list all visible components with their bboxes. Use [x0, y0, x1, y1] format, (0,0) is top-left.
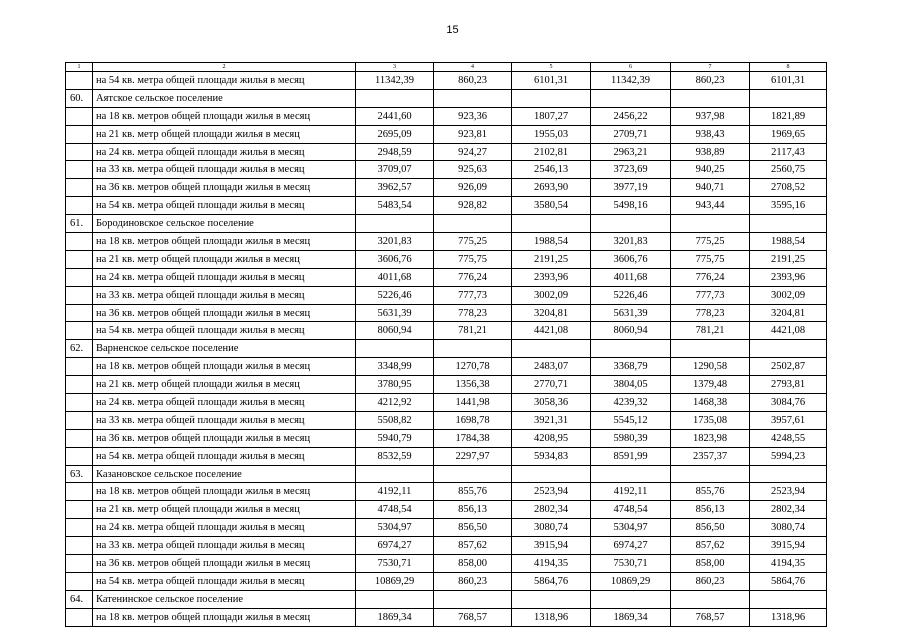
empty-cell	[66, 107, 93, 125]
value-cell: 8060,94	[356, 322, 434, 340]
table-row	[66, 304, 827, 322]
value-cell: 1698,78	[434, 411, 512, 429]
value-cell: 5508,82	[356, 411, 434, 429]
value-cell: 5226,46	[356, 286, 434, 304]
empty-cell	[66, 537, 93, 555]
table-row	[66, 394, 827, 412]
value-cell: 2483,07	[512, 358, 591, 376]
value-cell: 775,75	[671, 250, 750, 268]
table-row	[66, 107, 827, 125]
value-cell: 4421,08	[512, 322, 591, 340]
value-cell: 1823,98	[671, 429, 750, 447]
value-cell: 2393,96	[512, 268, 591, 286]
value-cell: 2708,52	[750, 179, 827, 197]
value-cell: 2560,75	[750, 161, 827, 179]
table-row	[66, 608, 827, 626]
value-cell: 2770,71	[512, 376, 591, 394]
value-cell: 3204,81	[512, 304, 591, 322]
section-number: 64.	[66, 590, 93, 608]
empty-cell	[66, 268, 93, 286]
value-cell: 4212,92	[356, 394, 434, 412]
table-row	[66, 322, 827, 340]
empty-cell	[591, 215, 671, 233]
value-cell: 781,21	[434, 322, 512, 340]
value-cell: 1318,96	[512, 608, 591, 626]
section-title: Аятское сельское поселение	[93, 89, 356, 107]
value-cell: 856,13	[671, 501, 750, 519]
table-row	[66, 411, 827, 429]
row-label: на 24 кв. метра общей площади жилья в месяц	[93, 268, 356, 286]
value-cell: 943,44	[671, 197, 750, 215]
empty-cell	[66, 376, 93, 394]
empty-cell	[356, 89, 434, 107]
empty-cell	[66, 429, 93, 447]
value-cell: 5498,16	[591, 197, 671, 215]
value-cell: 4748,54	[591, 501, 671, 519]
section-title: Катенинское сельское поселение	[93, 590, 356, 608]
table-row	[66, 555, 827, 573]
empty-cell	[66, 483, 93, 501]
value-cell: 2802,34	[750, 501, 827, 519]
value-cell: 860,23	[671, 572, 750, 590]
section-title: Бородиновское сельское поселение	[93, 215, 356, 233]
row-label: на 54 кв. метра общей площади жилья в месяц	[93, 322, 356, 340]
empty-cell	[750, 590, 827, 608]
empty-cell	[750, 89, 827, 107]
value-cell: 2793,81	[750, 376, 827, 394]
value-cell: 937,98	[671, 107, 750, 125]
empty-cell	[66, 519, 93, 537]
column-number-row	[66, 63, 827, 72]
table-row	[66, 429, 827, 447]
empty-cell	[671, 465, 750, 483]
table-row	[66, 233, 827, 251]
row-label: на 21 кв. метр общей площади жилья в месяц	[93, 125, 356, 143]
section-row	[66, 590, 827, 608]
empty-cell	[512, 340, 591, 358]
value-cell: 4239,32	[591, 394, 671, 412]
column-number: 5	[512, 63, 591, 72]
empty-cell	[671, 89, 750, 107]
value-cell: 2117,43	[750, 143, 827, 161]
value-cell: 2456,22	[591, 107, 671, 125]
value-cell: 776,24	[671, 268, 750, 286]
row-label: на 54 кв. метра общей площади жилья в месяц	[93, 572, 356, 590]
value-cell: 5934,83	[512, 447, 591, 465]
value-cell: 1955,03	[512, 125, 591, 143]
table-row	[66, 125, 827, 143]
value-cell: 4194,35	[750, 555, 827, 573]
row-label: на 36 кв. метров общей площади жилья в месяц	[93, 179, 356, 197]
row-label: на 24 кв. метра общей площади жилья в месяц	[93, 519, 356, 537]
value-cell: 1379,48	[671, 376, 750, 394]
value-cell: 1735,08	[671, 411, 750, 429]
value-cell: 5940,79	[356, 429, 434, 447]
value-cell: 3915,94	[512, 537, 591, 555]
value-cell: 938,89	[671, 143, 750, 161]
row-label: на 36 кв. метров общей площади жилья в месяц	[93, 555, 356, 573]
value-cell: 2102,81	[512, 143, 591, 161]
value-cell: 11342,39	[591, 72, 671, 90]
value-cell: 940,71	[671, 179, 750, 197]
value-cell: 5864,76	[512, 572, 591, 590]
value-cell: 776,24	[434, 268, 512, 286]
value-cell: 11342,39	[356, 72, 434, 90]
empty-cell	[356, 215, 434, 233]
value-cell: 1784,38	[434, 429, 512, 447]
value-cell: 4192,11	[356, 483, 434, 501]
value-cell: 1290,58	[671, 358, 750, 376]
table-row	[66, 501, 827, 519]
row-label: на 18 кв. метров общей площади жилья в месяц	[93, 608, 356, 626]
row-label: на 54 кв. метра общей площади жилья в месяц	[93, 197, 356, 215]
value-cell: 1969,65	[750, 125, 827, 143]
empty-cell	[671, 590, 750, 608]
page-number: 15	[446, 24, 459, 36]
value-cell: 3002,09	[512, 286, 591, 304]
value-cell: 1318,96	[750, 608, 827, 626]
value-cell: 4011,68	[356, 268, 434, 286]
value-cell: 6974,27	[356, 537, 434, 555]
value-cell: 6101,31	[512, 72, 591, 90]
value-cell: 3084,76	[750, 394, 827, 412]
section-title: Варненское сельское поселение	[93, 340, 356, 358]
value-cell: 2695,09	[356, 125, 434, 143]
value-cell: 3962,57	[356, 179, 434, 197]
value-cell: 4208,95	[512, 429, 591, 447]
empty-cell	[66, 304, 93, 322]
row-label: на 18 кв. метров общей площади жилья в месяц	[93, 483, 356, 501]
row-label: на 21 кв. метр общей площади жилья в месяц	[93, 250, 356, 268]
value-cell: 775,75	[434, 250, 512, 268]
value-cell: 856,50	[434, 519, 512, 537]
value-cell: 3201,83	[591, 233, 671, 251]
value-cell: 1270,78	[434, 358, 512, 376]
value-cell: 857,62	[434, 537, 512, 555]
table-row	[66, 447, 827, 465]
column-number: 3	[356, 63, 434, 72]
empty-cell	[512, 465, 591, 483]
value-cell: 2297,97	[434, 447, 512, 465]
empty-cell	[66, 501, 93, 519]
value-cell: 1807,27	[512, 107, 591, 125]
empty-cell	[591, 465, 671, 483]
value-cell: 7530,71	[356, 555, 434, 573]
section-row	[66, 465, 827, 483]
value-cell: 3921,31	[512, 411, 591, 429]
value-cell: 2502,87	[750, 358, 827, 376]
empty-cell	[434, 340, 512, 358]
value-cell: 8532,59	[356, 447, 434, 465]
value-cell: 2393,96	[750, 268, 827, 286]
empty-cell	[66, 322, 93, 340]
row-label: на 33 кв. метра общей площади жилья в месяц	[93, 286, 356, 304]
value-cell: 3580,54	[512, 197, 591, 215]
empty-cell	[66, 143, 93, 161]
value-cell: 4421,08	[750, 322, 827, 340]
row-label: на 54 кв. метра общей площади жилья в месяц	[93, 72, 356, 90]
value-cell: 3348,99	[356, 358, 434, 376]
value-cell: 3201,83	[356, 233, 434, 251]
row-label: на 36 кв. метров общей площади жилья в месяц	[93, 429, 356, 447]
value-cell: 777,73	[434, 286, 512, 304]
empty-cell	[66, 572, 93, 590]
value-cell: 781,21	[671, 322, 750, 340]
value-cell: 1869,34	[591, 608, 671, 626]
row-label: на 21 кв. метр общей площади жилья в месяц	[93, 376, 356, 394]
tariff-table	[65, 62, 827, 627]
table-row	[66, 358, 827, 376]
value-cell: 924,27	[434, 143, 512, 161]
value-cell: 2523,94	[512, 483, 591, 501]
value-cell: 3804,05	[591, 376, 671, 394]
empty-cell	[671, 215, 750, 233]
table-row	[66, 519, 827, 537]
empty-cell	[512, 89, 591, 107]
table-row	[66, 179, 827, 197]
empty-cell	[356, 340, 434, 358]
value-cell: 5994,23	[750, 447, 827, 465]
empty-cell	[750, 215, 827, 233]
value-cell: 5631,39	[356, 304, 434, 322]
value-cell: 3080,74	[512, 519, 591, 537]
column-number: 1	[66, 63, 93, 72]
value-cell: 778,23	[671, 304, 750, 322]
value-cell: 860,23	[434, 72, 512, 90]
empty-cell	[66, 179, 93, 197]
value-cell: 2693,90	[512, 179, 591, 197]
value-cell: 856,50	[671, 519, 750, 537]
value-cell: 1821,89	[750, 107, 827, 125]
column-number: 6	[591, 63, 671, 72]
empty-cell	[434, 590, 512, 608]
table-row	[66, 483, 827, 501]
empty-cell	[434, 215, 512, 233]
section-number: 62.	[66, 340, 93, 358]
table-row	[66, 161, 827, 179]
empty-cell	[66, 394, 93, 412]
row-label: на 21 кв. метр общей площади жилья в месяц	[93, 501, 356, 519]
value-cell: 3977,19	[591, 179, 671, 197]
value-cell: 768,57	[434, 608, 512, 626]
value-cell: 5980,39	[591, 429, 671, 447]
empty-cell	[750, 340, 827, 358]
empty-cell	[66, 233, 93, 251]
value-cell: 4248,55	[750, 429, 827, 447]
value-cell: 3204,81	[750, 304, 827, 322]
value-cell: 1441,98	[434, 394, 512, 412]
table-row	[66, 537, 827, 555]
value-cell: 3957,61	[750, 411, 827, 429]
section-row	[66, 89, 827, 107]
value-cell: 923,36	[434, 107, 512, 125]
value-cell: 940,25	[671, 161, 750, 179]
value-cell: 2191,25	[512, 250, 591, 268]
empty-cell	[591, 340, 671, 358]
empty-cell	[66, 411, 93, 429]
value-cell: 1988,54	[750, 233, 827, 251]
row-label: на 24 кв. метра общей площади жилья в месяц	[93, 143, 356, 161]
value-cell: 1988,54	[512, 233, 591, 251]
empty-cell	[356, 590, 434, 608]
empty-cell	[591, 590, 671, 608]
value-cell: 5226,46	[591, 286, 671, 304]
column-number: 8	[750, 63, 827, 72]
row-label: на 24 кв. метра общей площади жилья в месяц	[93, 394, 356, 412]
value-cell: 855,76	[671, 483, 750, 501]
empty-cell	[66, 608, 93, 626]
table-row	[66, 250, 827, 268]
empty-cell	[434, 465, 512, 483]
value-cell: 3606,76	[356, 250, 434, 268]
section-number: 60.	[66, 89, 93, 107]
value-cell: 7530,71	[591, 555, 671, 573]
empty-cell	[512, 590, 591, 608]
value-cell: 3368,79	[591, 358, 671, 376]
empty-cell	[591, 89, 671, 107]
value-cell: 5483,54	[356, 197, 434, 215]
value-cell: 3595,16	[750, 197, 827, 215]
value-cell: 926,09	[434, 179, 512, 197]
table-row	[66, 376, 827, 394]
empty-cell	[66, 286, 93, 304]
value-cell: 3723,69	[591, 161, 671, 179]
value-cell: 1869,34	[356, 608, 434, 626]
empty-cell	[434, 89, 512, 107]
table-row	[66, 286, 827, 304]
row-label: на 54 кв. метра общей площади жилья в месяц	[93, 447, 356, 465]
table-row	[66, 72, 827, 90]
value-cell: 8591,99	[591, 447, 671, 465]
value-cell: 938,43	[671, 125, 750, 143]
value-cell: 5545,12	[591, 411, 671, 429]
column-number: 2	[93, 63, 356, 72]
value-cell: 860,23	[671, 72, 750, 90]
value-cell: 5864,76	[750, 572, 827, 590]
value-cell: 860,23	[434, 572, 512, 590]
row-label: на 33 кв. метра общей площади жилья в месяц	[93, 411, 356, 429]
value-cell: 1356,38	[434, 376, 512, 394]
empty-cell	[750, 465, 827, 483]
value-cell: 2523,94	[750, 483, 827, 501]
section-row	[66, 215, 827, 233]
value-cell: 768,57	[671, 608, 750, 626]
value-cell: 6974,27	[591, 537, 671, 555]
value-cell: 5304,97	[356, 519, 434, 537]
value-cell: 10869,29	[356, 572, 434, 590]
section-number: 63.	[66, 465, 93, 483]
section-row	[66, 340, 827, 358]
value-cell: 4748,54	[356, 501, 434, 519]
value-cell: 2357,37	[671, 447, 750, 465]
table-row	[66, 143, 827, 161]
value-cell: 8060,94	[591, 322, 671, 340]
table-row	[66, 268, 827, 286]
value-cell: 3002,09	[750, 286, 827, 304]
empty-cell	[66, 358, 93, 376]
value-cell: 857,62	[671, 537, 750, 555]
value-cell: 6101,31	[750, 72, 827, 90]
value-cell: 858,00	[434, 555, 512, 573]
empty-cell	[66, 197, 93, 215]
value-cell: 10869,29	[591, 572, 671, 590]
value-cell: 775,25	[434, 233, 512, 251]
value-cell: 2802,34	[512, 501, 591, 519]
value-cell: 4192,11	[591, 483, 671, 501]
column-number: 7	[671, 63, 750, 72]
value-cell: 4194,35	[512, 555, 591, 573]
value-cell: 2441,60	[356, 107, 434, 125]
row-label: на 18 кв. метров общей площади жилья в месяц	[93, 358, 356, 376]
value-cell: 1468,38	[671, 394, 750, 412]
value-cell: 2709,71	[591, 125, 671, 143]
row-label: на 33 кв. метра общей площади жилья в месяц	[93, 537, 356, 555]
value-cell: 775,25	[671, 233, 750, 251]
value-cell: 2546,13	[512, 161, 591, 179]
table-body	[66, 63, 827, 627]
section-number: 61.	[66, 215, 93, 233]
value-cell: 777,73	[671, 286, 750, 304]
value-cell: 3780,95	[356, 376, 434, 394]
empty-cell	[66, 250, 93, 268]
value-cell: 925,63	[434, 161, 512, 179]
table-row	[66, 572, 827, 590]
empty-cell	[66, 161, 93, 179]
value-cell: 2191,25	[750, 250, 827, 268]
value-cell: 2963,21	[591, 143, 671, 161]
value-cell: 928,82	[434, 197, 512, 215]
section-title: Казановское сельское поселение	[93, 465, 356, 483]
row-label: на 33 кв. метра общей площади жилья в месяц	[93, 161, 356, 179]
value-cell: 2948,59	[356, 143, 434, 161]
value-cell: 3915,94	[750, 537, 827, 555]
empty-cell	[66, 125, 93, 143]
column-number: 4	[434, 63, 512, 72]
empty-cell	[512, 215, 591, 233]
value-cell: 5304,97	[591, 519, 671, 537]
table-row	[66, 197, 827, 215]
empty-cell	[66, 447, 93, 465]
value-cell: 3080,74	[750, 519, 827, 537]
value-cell: 858,00	[671, 555, 750, 573]
empty-cell	[66, 555, 93, 573]
row-label: на 18 кв. метров общей площади жилья в месяц	[93, 107, 356, 125]
value-cell: 5631,39	[591, 304, 671, 322]
row-label: на 36 кв. метров общей площади жилья в месяц	[93, 304, 356, 322]
value-cell: 3709,07	[356, 161, 434, 179]
empty-cell	[66, 72, 93, 90]
value-cell: 3058,36	[512, 394, 591, 412]
value-cell: 778,23	[434, 304, 512, 322]
empty-cell	[356, 465, 434, 483]
value-cell: 856,13	[434, 501, 512, 519]
row-label: на 18 кв. метров общей площади жилья в месяц	[93, 233, 356, 251]
value-cell: 3606,76	[591, 250, 671, 268]
value-cell: 4011,68	[591, 268, 671, 286]
value-cell: 855,76	[434, 483, 512, 501]
empty-cell	[671, 340, 750, 358]
value-cell: 923,81	[434, 125, 512, 143]
